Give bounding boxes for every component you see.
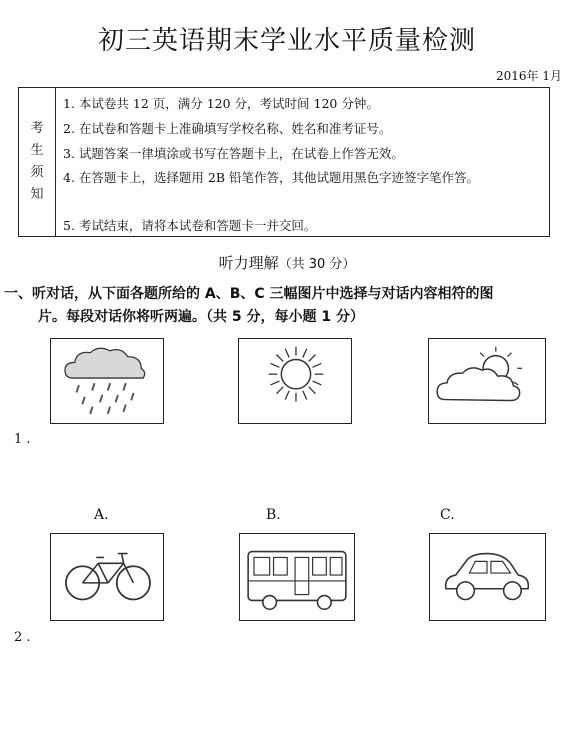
question-number: 1 . [14,432,31,447]
notice-item: 2. 在试卷和答题卡上准确填写学校名称、姓名和准考证号。 [63,121,392,136]
section-title: 听力理解 [218,254,279,272]
notice-side-char: 生 [30,143,44,158]
rain-cloud-icon [51,339,163,423]
notice-item: 1. 本试卷共 12 页，满分 120 分，考试时间 120 分钟。 [63,96,379,111]
option-c-image[interactable] [428,338,546,424]
section-score: （共 30 分） [278,257,356,272]
notice-side-char: 知 [30,187,44,202]
option-label-c: C. [440,507,455,523]
option-label-b: B. [266,507,281,523]
option-label-a: A. [94,507,109,523]
car-icon [430,534,545,620]
notice-side-label [19,88,56,236]
option-a-image[interactable] [50,338,164,424]
notice-side-char: 须 [30,165,44,180]
notice-side-char: 考 [30,121,44,136]
question-instructions-line2: 片。每段对话你将听两遍。（共 5 分，每小题 1 分） [38,309,364,325]
notice-item: 4. 在答题卡上，选择题用 2B 铅笔作答，其他试题用黑色字迹签字笔作答。 [63,170,479,185]
exam-date: 2016年 1月 [496,69,562,83]
partly-cloudy-icon [429,339,545,423]
notice-list [63,88,541,236]
page-title: 初三英语期末学业水平质量检测 [97,26,476,56]
question-instructions-line1: 一、听对话，从下面各题所给的 A、B、C 三幅图片中选择与对话内容相符的图 [4,286,494,302]
question-number: 2 . [14,630,31,645]
notice-item: 5. 考试结束，请将本试卷和答题卡一并交回。 [63,218,317,233]
bus-icon [240,534,354,620]
option-b-image[interactable] [238,338,352,424]
option-a-image[interactable] [50,533,164,621]
sun-icon [239,339,351,423]
bicycle-icon [51,534,163,620]
option-b-image[interactable] [239,533,355,621]
exam-notice-box [18,87,550,237]
option-c-image[interactable] [429,533,546,621]
notice-item: 3. 试题答案一律填涂或书写在答题卡上，在试卷上作答无效。 [63,146,404,161]
section-heading [0,252,574,273]
